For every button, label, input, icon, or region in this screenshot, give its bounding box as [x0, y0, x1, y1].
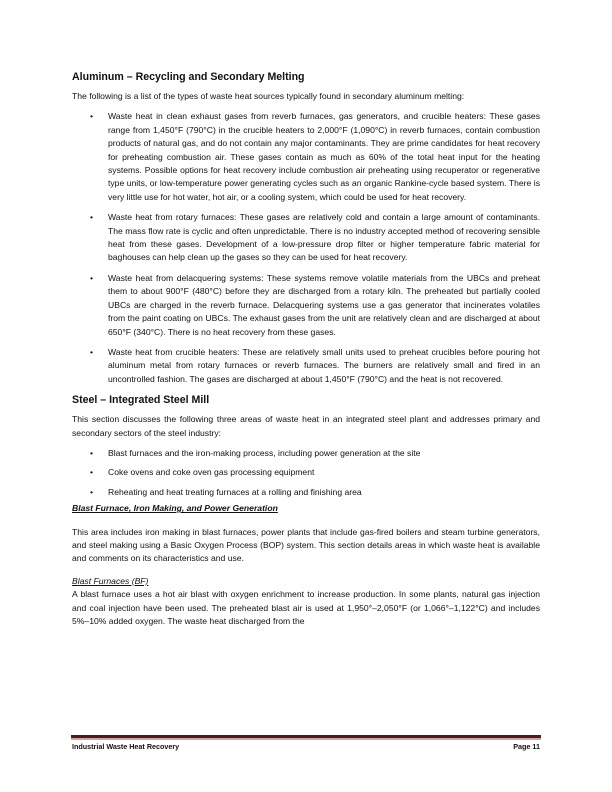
bf-body: A blast furnace uses a hot air blast with oxygen enrichment to increase production. In some plants, natural gas injection and coal injection have been used. The preheated blast air is used at 1,950°–2,050°F (or 1,066°–1,122°C) and includes 5%–10% added oxygen. The waste heat discharged from the — [72, 589, 540, 626]
list-item-text: Waste heat from rotary furnaces: These gases are relatively cold and contain a large amount of contaminants. The mass flow rate is cyclic and often unpredictable. There is no industry accepted method of recovering sensible heat from these gases. Development of a low-pressure drop filter or higher temperature fabric material for baghouses can help clean up the gases so they can be used for heat recovery. — [108, 212, 540, 263]
steel-bullet-list — [72, 447, 540, 499]
section-heading-steel: Steel – Integrated Steel Mill — [72, 394, 210, 407]
steel-intro: This section discusses the following three areas of waste heat in an integrated steel plant and addresses primary and secondary sectors of the steel industry: — [72, 414, 540, 438]
list-item-text: Coke ovens and coke oven gas processing equipment — [108, 467, 315, 478]
list-item-text: Waste heat from crucible heaters: These are relatively small units used to preheat crucibles before pouring hot aluminum metal from rotary furnaces or reverb furnaces. The burners are relatively small and fired in an uncontrolled fashion. The gases are discharged at about 1,450°F (790°C) and the heat is not recovered. — [108, 346, 540, 384]
footer-document-title: Industrial Waste Heat Recovery — [72, 741, 180, 751]
subsection-body: This area includes iron making in blast furnaces, power plants that include gas-fired boilers and steam turbine generators, and steel making using a Basic Oxygen Process (BOP) system. This section details areas in which waste heat is available and comments on its characteristics and use. — [72, 526, 540, 564]
bullet-icon: • — [90, 486, 94, 497]
list-item — [72, 346, 540, 386]
bullet-icon: • — [90, 272, 94, 283]
section-heading-aluminum: Aluminum – Recycling and Secondary Melting — [72, 71, 305, 83]
bullet-icon: • — [90, 212, 94, 223]
list-item-text: Reheating and heat treating furnaces at a rolling and finishing area — [108, 486, 362, 497]
list-item — [72, 447, 540, 460]
list-item-text: Blast furnaces and the iron-making process, including power generation at the site — [108, 447, 421, 458]
bullet-icon: • — [90, 111, 94, 122]
list-item — [72, 110, 540, 204]
document-page — [72, 70, 540, 635]
bullet-icon: • — [90, 467, 94, 478]
list-item — [72, 486, 540, 499]
list-item-text: Waste heat from delacquering systems: These systems remove volatile materials from the UBCs and preheat them to about 900°F (480°C) before they are discharged from a rotary kiln. The preheated but partially cooled UBCs are charged in the reverb furnace. Delacquering systems use a gas generator that incinerates volatiles from the paint coating on UBCs. The exhaust gases from the unit are relatively clean and are discharged at about 650°F (340°C). There is no heat recovery from these gases. — [108, 272, 540, 337]
list-item — [72, 272, 540, 339]
bullet-icon: • — [90, 346, 94, 357]
bullet-icon: • — [90, 447, 94, 458]
aluminum-bullet-list — [72, 110, 540, 386]
list-item — [72, 211, 540, 265]
page-footer — [71, 735, 541, 751]
footer-page-number: Page 11 — [513, 741, 540, 751]
list-item-text: Waste heat in clean exhaust gases from reverb furnaces, gas generators, and crucible heaters: These gases range from 1,450°F (790°C) in the crucible heaters to 2,000°F (1,090°C) in reverb furnaces, contain combustion products of natural gas, and do not contain any major contaminants. They are prime candidates for heat recovery for preheating combustion air. These gases contain as much as 60% of the total heat input for the heating systems. Possible options for heat recovery include combustion air preheating using recuperator or regenerative type units, or low-temperature power generating cycles such as an organic Rankine-cycle based system. There is very little use for hot water, hot air, or a cooling system, which could be used for heat recovery. — [108, 111, 540, 202]
list-item — [72, 466, 540, 479]
aluminum-intro: The following is a list of the types of waste heat sources typically found in secondary aluminum melting: — [72, 91, 465, 101]
subsubsection-heading-bf: Blast Furnaces (BF) — [72, 575, 149, 586]
subsection-heading-blast-furnace: Blast Furnace, Iron Making, and Power Generation — [72, 503, 278, 514]
footer-rule-accent — [71, 738, 541, 740]
